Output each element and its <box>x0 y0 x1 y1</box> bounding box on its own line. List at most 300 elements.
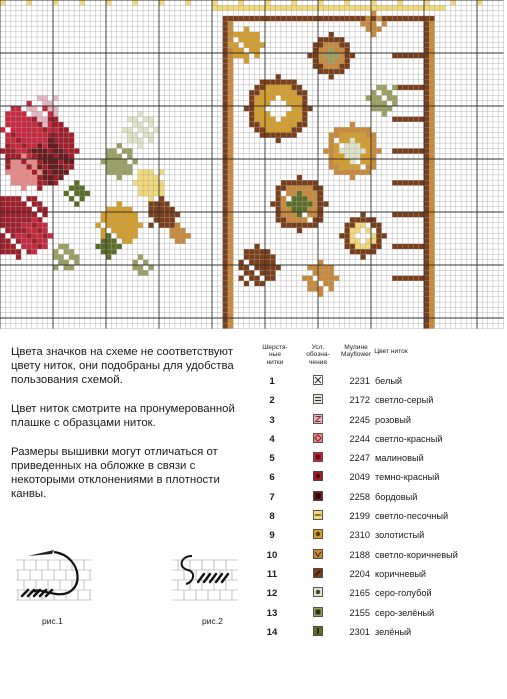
stitch-cell <box>5 228 10 233</box>
stitch-cell <box>53 143 58 148</box>
stitch-cell <box>16 164 21 169</box>
stitch-cell <box>360 233 365 238</box>
stitch-cell <box>318 196 323 201</box>
stitch-cell <box>276 106 281 111</box>
stitch-cell <box>260 260 265 265</box>
stitch-cell <box>371 244 376 249</box>
stitch-cell <box>228 196 233 201</box>
stitch-cell <box>318 58 323 63</box>
stitch-cell <box>5 249 10 254</box>
stitch-cell <box>424 74 429 79</box>
stitch-cell <box>244 265 249 270</box>
stitch-cell <box>154 207 159 212</box>
stitch-cell <box>64 143 69 148</box>
stitch-cell <box>323 201 328 206</box>
stitch-cell <box>297 95 302 100</box>
stitch-cell <box>64 159 69 164</box>
stitch-cell <box>249 106 254 111</box>
stitch-cell <box>223 106 228 111</box>
stitch-cell <box>429 217 434 222</box>
stitch-cell <box>223 201 228 206</box>
stitch-cell <box>265 80 270 85</box>
thread-color-name: бордовый <box>375 491 418 502</box>
stitch-cell <box>345 154 350 159</box>
stitch-cell <box>106 244 111 249</box>
stitch-cell <box>403 101 408 106</box>
stitch-cell <box>53 170 58 175</box>
stitch-cell <box>477 0 482 5</box>
stitch-cell <box>223 276 228 281</box>
stitch-cell <box>429 21 434 26</box>
stitch-cell <box>80 191 85 196</box>
stitch-cell <box>371 16 376 21</box>
stitch-cell <box>27 223 32 228</box>
stitch-cell <box>42 207 47 212</box>
stitch-cell <box>292 80 297 85</box>
stitch-cell <box>32 249 37 254</box>
stitch-cell <box>276 212 281 217</box>
stitch-cell <box>53 254 58 259</box>
stitch-cell <box>101 159 106 164</box>
stitch-cell <box>265 90 270 95</box>
stitch-cell <box>292 196 297 201</box>
stitch-cell <box>64 133 69 138</box>
stitch-cell <box>127 212 132 217</box>
stitch-cell <box>228 281 233 286</box>
stitch-cell <box>228 138 233 143</box>
stitch-cell <box>313 201 318 206</box>
stitch-cell <box>223 53 228 58</box>
stitch-cell <box>334 48 339 53</box>
thread-symbol-icon <box>313 568 323 578</box>
stitch-cell <box>42 223 47 228</box>
stitch-cell <box>95 244 100 249</box>
stitch-cell <box>223 302 228 307</box>
stitch-cell <box>16 196 21 201</box>
stitch-cell <box>429 138 434 143</box>
stitch-cell <box>376 233 381 238</box>
legend-row <box>258 449 500 468</box>
stitch-cell <box>429 53 434 58</box>
stitch-cell <box>424 42 429 47</box>
stitch-cell <box>249 42 254 47</box>
stitch-cell <box>424 58 429 63</box>
stitch-cell <box>21 186 26 191</box>
stitch-cell <box>302 101 307 106</box>
stitch-cell <box>42 228 47 233</box>
stitch-cell <box>371 159 376 164</box>
stitch-cell <box>366 138 371 143</box>
stitch-cell <box>16 212 21 217</box>
stitch-cell <box>228 164 233 169</box>
stitch-cell <box>419 85 424 90</box>
stitch-cell <box>164 212 169 217</box>
stitch-cell <box>318 276 323 281</box>
stitch-cell <box>429 148 434 153</box>
stitch-cell <box>37 95 42 100</box>
stitch-cell <box>37 138 42 143</box>
stitch-cell <box>323 148 328 153</box>
stitch-cell <box>159 186 164 191</box>
stitch-cell <box>345 127 350 132</box>
stitch-cell <box>16 117 21 122</box>
stitch-cell <box>276 16 281 21</box>
stitch-cell <box>42 170 47 175</box>
stitch-cell <box>286 101 291 106</box>
stitch-cell <box>27 239 32 244</box>
stitch-cell <box>419 53 424 58</box>
stitch-cell <box>244 37 249 42</box>
stitch-cell <box>286 133 291 138</box>
stitch-cell <box>366 244 371 249</box>
stitch-cell <box>106 223 111 228</box>
stitch-cell <box>11 127 16 132</box>
stitch-cell <box>297 16 302 21</box>
stitch-cell <box>297 106 302 111</box>
stitch-cell <box>329 159 334 164</box>
stitch-cell <box>360 223 365 228</box>
stitch-cell <box>318 212 323 217</box>
stitch-cell <box>159 196 164 201</box>
stitch-cell <box>37 127 42 132</box>
stitch-cell <box>307 276 312 281</box>
stitch-cell <box>318 5 323 10</box>
stitch-cell <box>164 201 169 206</box>
stitch-cell <box>366 159 371 164</box>
stitch-cell <box>37 217 42 222</box>
stitch-cell <box>403 180 408 185</box>
stitch-cell <box>313 270 318 275</box>
stitch-cell <box>69 148 74 153</box>
stitch-cell <box>148 201 153 206</box>
stitch-cell <box>175 212 180 217</box>
stitch-cell <box>429 207 434 212</box>
stitch-cell <box>387 5 392 10</box>
stitch-cell <box>292 111 297 116</box>
stitch-cell <box>254 48 259 53</box>
stitch-cell <box>42 117 47 122</box>
stitch-cell <box>408 196 413 201</box>
stitch-cell <box>286 191 291 196</box>
stitch-cell <box>424 106 429 111</box>
stitch-cell <box>223 313 228 318</box>
stitch-cell <box>350 133 355 138</box>
stitch-cell <box>5 138 10 143</box>
stitch-cell <box>307 106 312 111</box>
stitch-cell <box>435 5 440 10</box>
stitch-cell <box>382 5 387 10</box>
stitch-cell <box>42 138 47 143</box>
stitch-cell <box>345 159 350 164</box>
stitch-cell <box>37 175 42 180</box>
stitch-cell <box>265 260 270 265</box>
figure-1-caption: рис.1 <box>42 616 63 626</box>
stitch-cell <box>159 212 164 217</box>
stitch-cell <box>16 170 21 175</box>
stitch-cell <box>376 27 381 32</box>
stitch-cell <box>286 180 291 185</box>
stitch-cell <box>180 239 185 244</box>
stitch-cell <box>0 201 5 206</box>
stitch-cell <box>334 5 339 10</box>
stitch-cell <box>429 292 434 297</box>
stitch-cell <box>228 42 233 47</box>
stitch-cell <box>429 106 434 111</box>
stitch-cell <box>122 127 127 132</box>
thread-symbol-icon <box>313 414 323 424</box>
stitch-cell <box>408 159 413 164</box>
stitch-cell <box>281 212 286 217</box>
stitch-cell <box>318 53 323 58</box>
stitch-cell <box>429 48 434 53</box>
stitch-cell <box>154 186 159 191</box>
stitch-cell <box>307 207 312 212</box>
stitch-cell <box>339 16 344 21</box>
stitch-cell <box>276 191 281 196</box>
stitch-cell <box>260 133 265 138</box>
stitch-cell <box>292 191 297 196</box>
stitch-cell <box>27 244 32 249</box>
stitch-cell <box>302 122 307 127</box>
stitch-cell <box>159 207 164 212</box>
stitch-cell <box>366 133 371 138</box>
stitch-cell <box>21 223 26 228</box>
stitch-cell <box>323 16 328 21</box>
stitch-cell <box>228 133 233 138</box>
stitch-cell <box>143 175 148 180</box>
thread-color-name: белый <box>375 376 403 386</box>
stitch-cell <box>27 117 32 122</box>
stitch-cell <box>424 239 429 244</box>
stitch-cell <box>228 74 233 79</box>
stitch-cell <box>371 223 376 228</box>
stitch-cell <box>334 69 339 74</box>
stitch-cell <box>233 32 238 37</box>
stitch-cell <box>424 217 429 222</box>
legend-row <box>258 468 500 487</box>
stitch-cell <box>148 186 153 191</box>
stitch-cell <box>53 95 58 100</box>
stitch-cell <box>111 154 116 159</box>
stitch-cell <box>48 122 53 127</box>
stitch-cell <box>292 122 297 127</box>
stitch-cell <box>408 117 413 122</box>
stitch-cell <box>403 223 408 228</box>
stitch-cell <box>429 159 434 164</box>
stitch-cell <box>111 228 116 233</box>
stitch-cell <box>297 212 302 217</box>
stitch-cell <box>5 217 10 222</box>
stitch-cell <box>429 318 434 323</box>
thread-color-name: серо-голубой <box>375 588 432 599</box>
stitch-cell <box>223 138 228 143</box>
cross-stitch-chart <box>0 0 507 332</box>
stitch-cell <box>398 244 403 249</box>
stitch-cell <box>48 148 53 153</box>
stitch-cell <box>323 270 328 275</box>
stitch-cell <box>329 281 334 286</box>
stitch-cell <box>376 85 381 90</box>
stitch-cell <box>117 201 122 206</box>
stitch-cell <box>313 48 318 53</box>
stitch-cell <box>408 148 413 153</box>
stitch-cell <box>286 90 291 95</box>
stitch-cell <box>329 64 334 69</box>
stitch-cell <box>424 207 429 212</box>
stitch-cell <box>270 80 275 85</box>
stitch-cell <box>360 148 365 153</box>
stitch-cell <box>32 170 37 175</box>
stitch-cell <box>382 21 387 26</box>
stitch-cell <box>429 143 434 148</box>
stitch-cell <box>429 101 434 106</box>
legend-row <box>258 411 500 430</box>
stitch-cell <box>122 239 127 244</box>
stitch-cell <box>339 133 344 138</box>
stitch-cell <box>334 127 339 132</box>
stitch-cell <box>21 164 26 169</box>
stitch-cell <box>159 201 164 206</box>
stitch-cell <box>254 117 259 122</box>
stitch-cell <box>429 323 434 328</box>
stitch-cell <box>32 244 37 249</box>
stitch-cell <box>228 276 233 281</box>
stitch-cell <box>11 201 16 206</box>
stitch-cell <box>376 223 381 228</box>
stitch-cell <box>270 5 275 10</box>
stitch-cell <box>111 207 116 212</box>
stitch-cell <box>11 111 16 116</box>
stitch-cell <box>297 180 302 185</box>
stitch-cell <box>148 175 153 180</box>
stitch-cell <box>58 143 63 148</box>
stitch-cell <box>313 223 318 228</box>
stitch-cell <box>292 85 297 90</box>
stitch-cell <box>307 5 312 10</box>
thread-symbol-icon <box>313 491 323 501</box>
stitch-cell <box>16 175 21 180</box>
stitch-cell <box>429 95 434 100</box>
stitch-cell <box>366 164 371 169</box>
stitch-cell <box>360 254 365 259</box>
stitch-cell <box>32 133 37 138</box>
stitch-cell <box>32 196 37 201</box>
stitch-cell <box>101 233 106 238</box>
stitch-cell <box>170 217 175 222</box>
stitch-cell <box>419 244 424 249</box>
stitch-cell <box>297 191 302 196</box>
stitch-cell <box>424 180 429 185</box>
stitch-cell <box>27 212 32 217</box>
stitch-cell <box>32 239 37 244</box>
stitch-cell <box>429 244 434 249</box>
stitch-cell <box>350 53 355 58</box>
stitch-cell <box>424 186 429 191</box>
stitch-cell <box>27 138 32 143</box>
stitch-cell <box>37 207 42 212</box>
stitch-cell <box>228 223 233 228</box>
stitch-cell <box>127 233 132 238</box>
stitch-cell <box>223 69 228 74</box>
stitch-cell <box>403 196 408 201</box>
stitch-cell <box>117 154 122 159</box>
stitch-cell <box>148 133 153 138</box>
stitch-cell <box>429 281 434 286</box>
stitch-cell <box>408 212 413 217</box>
stitch-cell <box>350 175 355 180</box>
stitch-cell <box>292 207 297 212</box>
stitch-cell <box>143 127 148 132</box>
stitch-cell <box>223 265 228 270</box>
stitch-cell <box>122 170 127 175</box>
stitch-cell <box>228 111 233 116</box>
stitch-cell <box>138 122 143 127</box>
stitch-cell <box>122 233 127 238</box>
stitch-cell <box>223 37 228 42</box>
stitch-cell <box>159 0 164 5</box>
stitch-cell <box>254 101 259 106</box>
stitch-cell <box>53 111 58 116</box>
stitch-cell <box>371 90 376 95</box>
stitch-cell <box>371 32 376 37</box>
thread-code: 2155 <box>349 607 370 618</box>
stitch-cell <box>292 217 297 222</box>
stitch-cell <box>58 154 63 159</box>
stitch-cell <box>398 148 403 153</box>
stitch-cell <box>392 16 397 21</box>
stitch-cell <box>424 37 429 42</box>
stitch-cell <box>164 207 169 212</box>
stitch-cell <box>228 85 233 90</box>
stitch-cell <box>101 249 106 254</box>
stitch-cell <box>37 239 42 244</box>
stitch-cell <box>360 21 365 26</box>
stitch-cell <box>345 42 350 47</box>
stitch-cell <box>64 260 69 265</box>
stitch-cell <box>148 117 153 122</box>
stitch-cell <box>16 239 21 244</box>
stitch-cell <box>286 186 291 191</box>
stitch-cell <box>228 106 233 111</box>
stitch-cell <box>281 101 286 106</box>
stitch-cell <box>27 175 32 180</box>
stitch-cell <box>228 318 233 323</box>
stitch-cell <box>270 16 275 21</box>
stitch-cell <box>366 95 371 100</box>
stitch-cell <box>265 101 270 106</box>
stitch-cell <box>387 90 392 95</box>
stitch-cell <box>313 16 318 21</box>
stitch-cell <box>276 133 281 138</box>
stitch-cell <box>355 138 360 143</box>
stitch-cell <box>339 37 344 42</box>
stitch-cell <box>249 16 254 21</box>
stitch-cell <box>249 48 254 53</box>
stitch-cell <box>21 217 26 222</box>
stitch-cell <box>249 90 254 95</box>
stitch-cell <box>228 32 233 37</box>
stitch-cell <box>254 276 259 281</box>
stitch-cell <box>392 276 397 281</box>
stitch-cell <box>429 5 434 10</box>
stitch-cell <box>360 154 365 159</box>
stitch-cell <box>117 164 122 169</box>
thread-code: 2188 <box>349 549 370 560</box>
stitch-cell <box>223 186 228 191</box>
stitch-cell <box>276 217 281 222</box>
stitch-cell <box>170 233 175 238</box>
stitch-cell <box>228 313 233 318</box>
